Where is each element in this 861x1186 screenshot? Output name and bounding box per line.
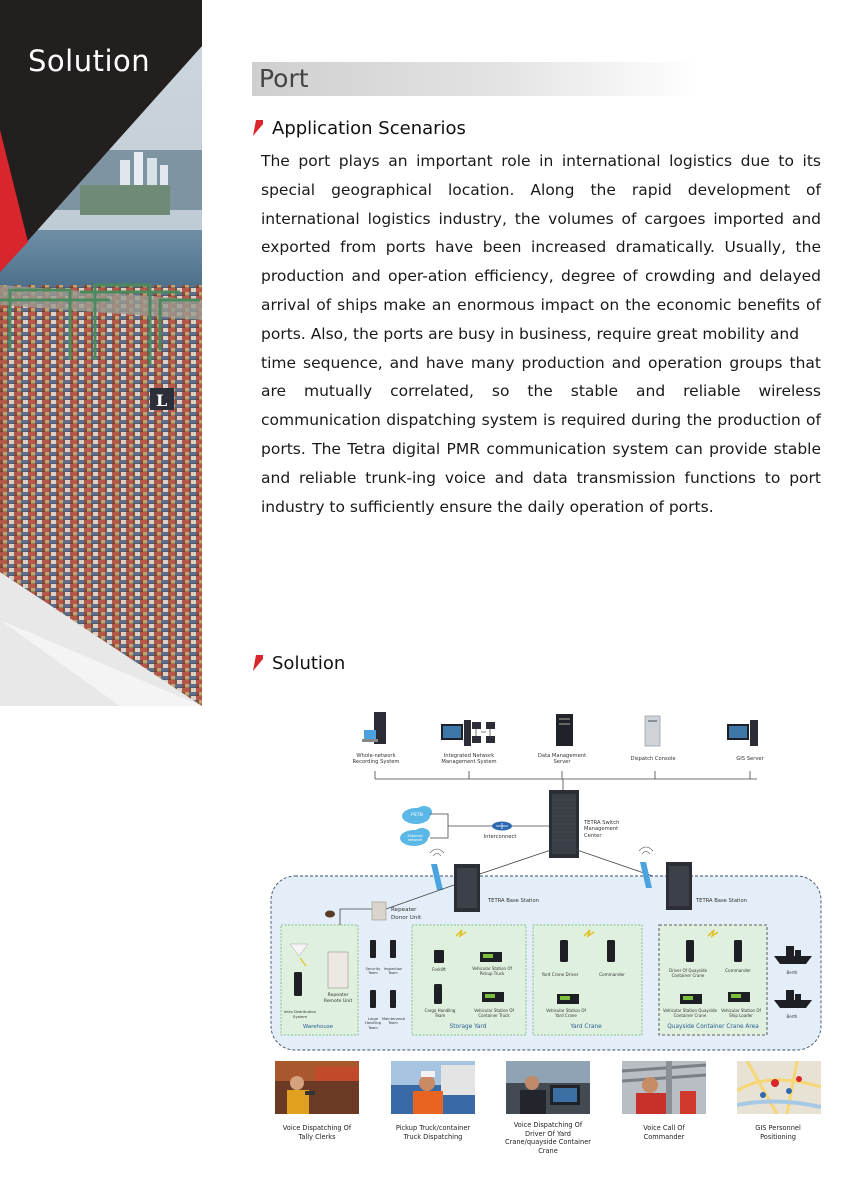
photo-caption: Voice Dispatching Of Driver Of Yard Crane/quayside Container Crane (505, 1121, 591, 1155)
zone-item-label: Forklift (432, 967, 446, 972)
photo-caption: Pickup Truck/container Truck Dispatching (395, 1124, 471, 1141)
photo-truck-dispatching (391, 1061, 475, 1114)
radio-icon (390, 940, 396, 958)
radio-icon (370, 990, 376, 1008)
interconnect-label: Interconnect (483, 834, 517, 840)
zone-item-label: Vehicular Station Of Ship Loader (721, 1008, 761, 1018)
zone-item-label: Cargo Handling Team (424, 1008, 456, 1018)
photo-gis-map (737, 1061, 821, 1114)
router-icon (492, 822, 512, 831)
radio-icon (370, 940, 376, 958)
base-station-label: TETRA Base Station (696, 898, 747, 904)
zone-item-label: Vehicular Station Of Pickup Truck (472, 966, 512, 976)
antenna-icon (325, 911, 335, 918)
repeater-remote-label: Repeater Remote Unit (323, 993, 353, 1004)
server-label: Dispatch Console (630, 756, 676, 762)
page-title: Port (259, 64, 309, 93)
photo-commander (622, 1061, 706, 1114)
zone-name-storage: Storage Yard (449, 1024, 487, 1030)
zone-item-label: Inspection Team (383, 967, 403, 976)
server-label: GIS Server (736, 756, 764, 762)
photo-caption: Voice Call Of Commander (643, 1124, 685, 1141)
base-station-label: TETRA Base Station (488, 898, 539, 904)
server-label: Data Management Server (537, 753, 587, 766)
zone-name-yard-crane: Yard Crane (570, 1024, 602, 1030)
radio-icon (294, 972, 302, 996)
paragraph-1: The port plays an important role in international logistics due to its special geographical location. Along the rapid development of international logistics industry, the volumes of cargoes imported and exported from ports have been increased dramatically. Usually, the production and oper-ation efficiency, degree of crowding and delayed arrival of ships make an enormous impact on the economic benefits of ports. Also, the ports are busy in business, require great mobility and (261, 152, 821, 343)
repeater-remote-icon (328, 952, 348, 988)
solution-heading: Solution (272, 653, 346, 674)
zone-item-label: Vehicular Station Of Container Truck (474, 1008, 514, 1018)
photo-tally-clerk (275, 1061, 359, 1114)
switch-center-cabinet-icon (549, 790, 579, 858)
radio-icon (390, 990, 396, 1008)
berth-label: Berth (786, 1014, 798, 1019)
zone-item-label: Vehicular Station Quayside Container Crane (663, 1008, 717, 1018)
zone-item-label: Intra Distribution System (283, 1009, 317, 1019)
application-heading: Application Scenarios (272, 118, 466, 139)
zone-item-label: Driver Of Quayside Container Crane (668, 968, 708, 978)
photo-crane-driver (506, 1061, 590, 1114)
photo-caption: GIS Personnel Positioning (755, 1124, 801, 1141)
zone-item-label: Large Handling Team (364, 1017, 382, 1030)
dispatch-console-icon (645, 716, 660, 746)
server-label: Whole-network Recording System (352, 753, 400, 766)
server-label: Integrated Network Management System (441, 753, 497, 766)
switch-center-label: TETRA Switch Management Center (584, 820, 620, 839)
zone-name-warehouse: Warehouse (303, 1024, 333, 1030)
data-server-icon (556, 714, 573, 746)
berth-label: Berth (786, 970, 798, 975)
repeater-donor-icon (372, 902, 386, 920)
pstn-label: PSTN (411, 813, 423, 818)
zone-item-label: Vehicular Station Of Yard Crane (546, 1008, 586, 1018)
nms-computer-icon (441, 720, 495, 746)
recording-server-icon (362, 712, 386, 744)
photo-caption: Voice Dispatching Of Tally Clerks (282, 1124, 352, 1141)
zone-item-label: Commander (599, 972, 625, 977)
zone-item-label: Maintenance Team (382, 1017, 406, 1026)
zone-name-quayside: Quayside Container Crane Area (667, 1024, 759, 1030)
repeater-donor-label: Repeater Donor Unit (391, 907, 422, 921)
zone-item-label: Security Team (365, 967, 381, 976)
gis-server-icon (727, 720, 758, 746)
zone-item-label: Yard Crane Driver (541, 972, 579, 977)
external-network-label: External network (407, 834, 423, 843)
svg-text:L: L (156, 391, 168, 410)
banner-title: Solution (28, 44, 151, 78)
paragraph-2: time sequence, and have many production and operation groups that are mutually correlated, so the stable and reliable wireless communication dispatching system is required during the production of ports. The Tetra digital PMR communication system can provide stable and reliable trunk-ing voice and data transmission functions to port industry to sufficiently ensure the daily operation of ports. (261, 353, 821, 516)
zone-item-label: Commander (725, 968, 751, 973)
